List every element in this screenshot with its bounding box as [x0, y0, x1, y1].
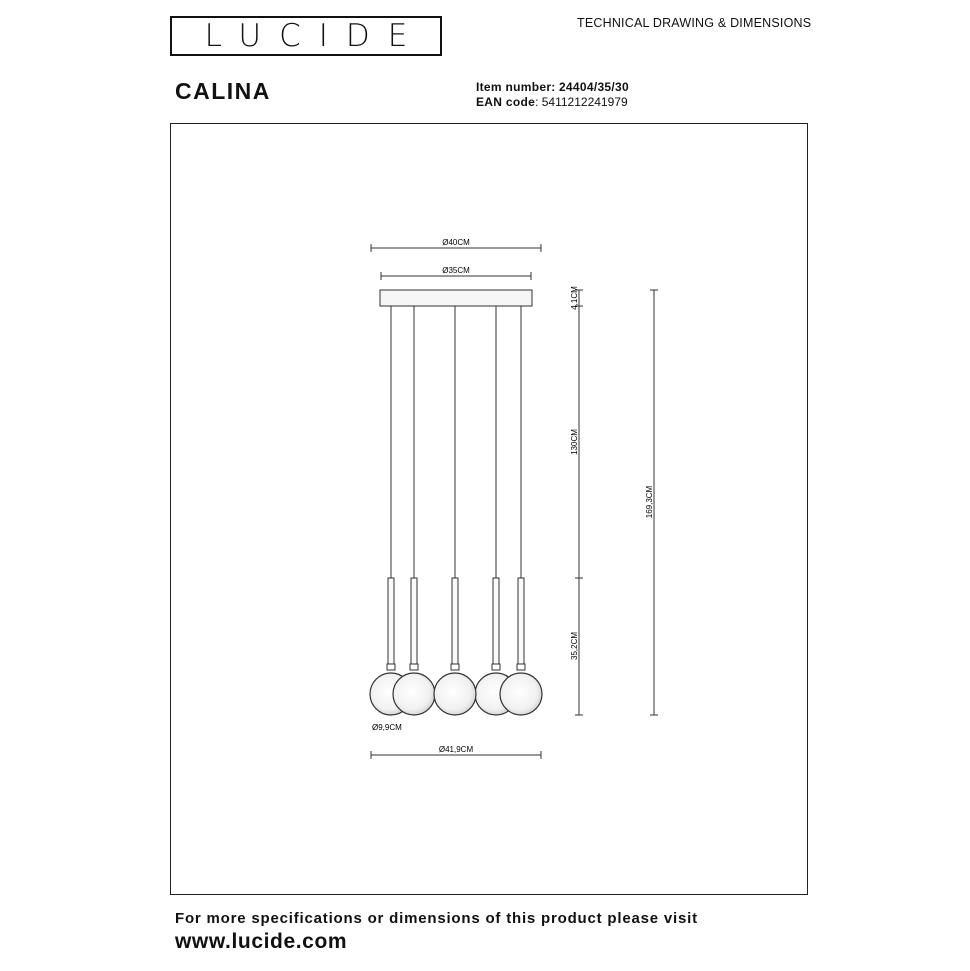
- dim-total-height: [645, 290, 658, 715]
- dim-cluster: [371, 745, 541, 759]
- canopy: [380, 290, 532, 306]
- dim-canopy-outer: [371, 238, 541, 252]
- dim-canopy-inner: [381, 266, 531, 280]
- item-number-value: 24404/35/30: [558, 80, 629, 94]
- dim-vertical-segments: [570, 286, 583, 715]
- ean-code-value: : 5411212241979: [535, 95, 628, 109]
- dim-canopy-inner-label: Ø35CM: [442, 266, 470, 275]
- product-name: CALINA: [175, 78, 271, 104]
- dim-globe-label: Ø9,9CM: [372, 723, 402, 732]
- dim-lamp-height-label: 35,2CM: [570, 631, 579, 661]
- dim-canopy-outer-label: Ø40CM: [442, 238, 470, 247]
- dim-total-height-label: 169,3CM: [645, 485, 654, 519]
- dim-cluster-label: Ø41,9CM: [438, 745, 474, 754]
- pendants: [370, 306, 542, 715]
- dim-canopy-height-label: 4,1CM: [570, 286, 579, 310]
- ean-code-label: EAN code: [476, 95, 536, 109]
- dim-cable-length-label: 130CM: [570, 429, 579, 455]
- document-kind-label: TECHNICAL DRAWING & DIMENSIONS: [577, 16, 812, 30]
- brand-logo-text: LUCIDE: [204, 18, 426, 54]
- footer-website-link[interactable]: www.lucide.com: [175, 930, 348, 953]
- item-number-label: Item number:: [476, 80, 556, 94]
- footer-note: For more specifications or dimensions of this product please visit: [175, 910, 698, 927]
